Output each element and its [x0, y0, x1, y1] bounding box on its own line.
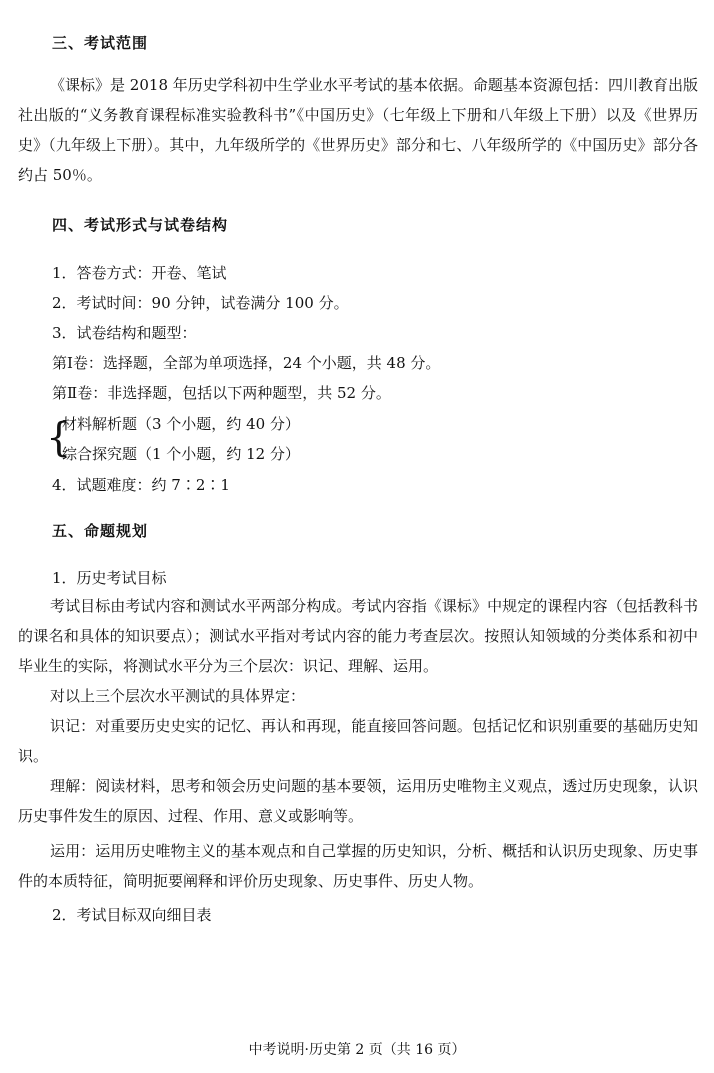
section-5-paragraph-1: 考试目标由考试内容和测试水平两部分构成。考试内容指《课标》中规定的课程内容（包括教科书的课名和具体的知识要点）；测试水平指对考试内容的能力考查层次。按照认知领域的分类体系和初中毕业生的实际，将测试水平分为三个层次：识记、理解、运用。 — [18, 597, 698, 675]
section-5-title: 五、命题规划 — [52, 522, 149, 540]
section-4-title: 四、考试形式与试卷结构 — [52, 216, 229, 234]
section-5-paragraph-recall: 识记：对重要历史史实的记忆、再认和再现，能直接回答问题。包括记忆和识别重要的基础历史知识。 — [18, 717, 698, 765]
exam-paper-part-2: 第Ⅱ卷：非选择题，包括以下两种题型，共 52 分。 — [52, 384, 391, 402]
page-footer: 中考说明·历史第 2 页（共 16 页） — [248, 1042, 466, 1058]
exam-paper-part-1: 第Ⅰ卷：选择题，全部为单项选择，24 个小题，共 48 分。 — [52, 354, 441, 372]
section-3-paragraph: 《课标》是 2018 年历史学科初中生学业水平考试的基本依据。命题基本资源包括：四川教育出版社出版的“义务教育课程标准实验教科书”《中国历史》（七年级上下册和八年级上下册）以及《世界历史》（九年级上下册）。其中，九年级所学的《世界历史》部分和七、八年级所学的《中国历史》部分各约占 50％。 — [18, 76, 698, 184]
subsection-5-1-title: 1．历史考试目标 — [52, 569, 167, 587]
exam-format-item-1: 1．答卷方式：开卷、笔试 — [52, 264, 227, 282]
exam-format-item-4: 4．试题难度：约 7∶2∶1 — [52, 476, 230, 494]
exam-format-item-2: 2．考试时间：90 分钟，试卷满分 100 分。 — [52, 294, 349, 312]
section-3-title: 三、考试范围 — [52, 34, 149, 52]
section-5-paragraph-2: 对以上三个层次水平测试的具体界定： — [50, 687, 306, 705]
section-5-paragraph-apply: 运用：运用历史唯物主义的基本观点和自己掌握的历史知识，分析、概括和认识历史现象、历史事件的本质特征，简明扼要阐释和评价历史现象、历史事件、历史人物。 — [18, 842, 698, 890]
question-type-material: 材料解析题（3 个小题，约 40 分） — [62, 415, 300, 433]
section-5-paragraph-understand: 理解：阅读材料，思考和领会历史问题的基本要领，运用历史唯物主义观点，透过历史现象，认识历史事件发生的原因、过程、作用、意义或影响等。 — [18, 777, 698, 825]
left-brace-icon: { — [46, 415, 72, 461]
subsection-5-2-title: 2．考试目标双向细目表 — [52, 906, 212, 924]
question-type-inquiry: 综合探究题（1 个小题，约 12 分） — [62, 445, 300, 463]
exam-format-item-3: 3．试卷结构和题型： — [52, 324, 197, 342]
